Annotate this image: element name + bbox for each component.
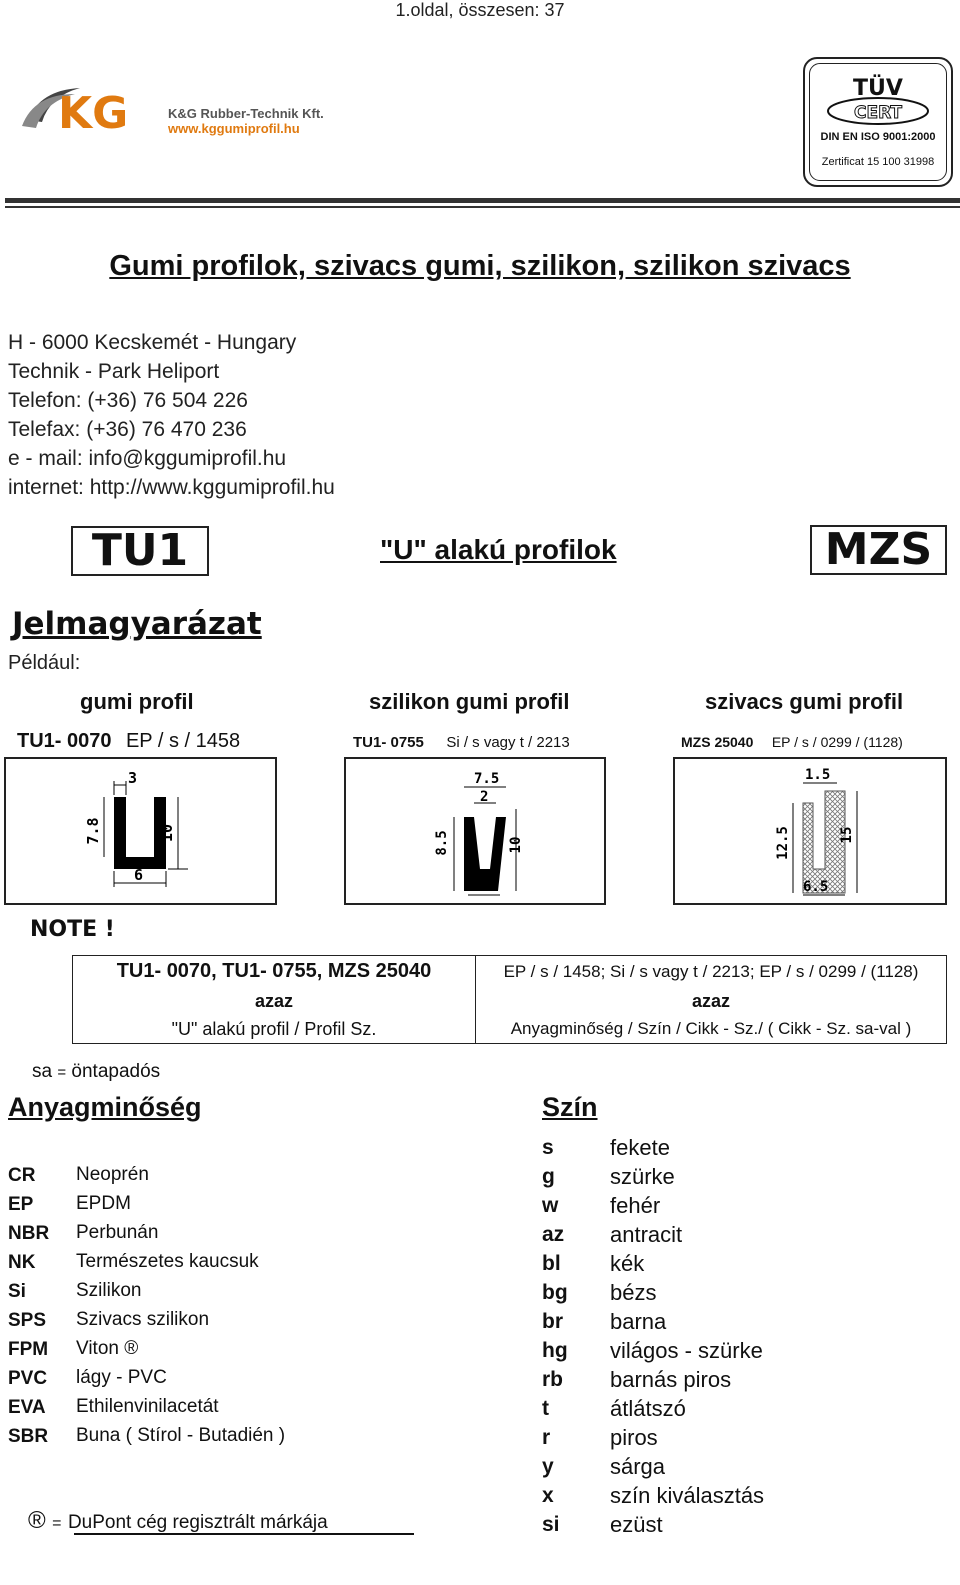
page-number: 1.oldal, összesen: 37 [395, 0, 565, 20]
materials-title: Anyagminőség [8, 1092, 202, 1122]
example-spec: EP / s / 0299 / (1128) [771, 734, 903, 750]
dim-label: 7.8 [84, 817, 102, 845]
example-code-line [353, 734, 570, 752]
color-name: átlátszó [610, 1396, 686, 1421]
note-codes: TU1- 0070, TU1- 0755, MZS 25040 [116, 960, 432, 982]
color-name: világos - szürke [610, 1338, 763, 1363]
profile-drawing-box [4, 757, 277, 905]
material-code: SBR [8, 1426, 49, 1447]
dim-label: 6.5 [803, 879, 829, 895]
note-right-box [475, 955, 947, 1044]
material-name: lágy - PVC [76, 1367, 167, 1388]
material-name: Viton ® [76, 1338, 139, 1359]
color-code: s [542, 1136, 554, 1159]
color-code: y [542, 1455, 554, 1478]
material-code: PVC [8, 1368, 48, 1389]
material-name: Természetes kaucsuk [76, 1251, 259, 1272]
footnote-underline [74, 1533, 414, 1535]
section-subtitle: "U" alakú profilok [380, 534, 617, 565]
example-code: TU1- 0755 [353, 734, 424, 751]
material-name: Buna ( Stírol - Butadién ) [76, 1425, 286, 1446]
iso-standard: DIN EN ISO 9001:2000 [820, 131, 936, 143]
color-name: bézs [610, 1280, 657, 1305]
note-specs: EP / s / 1458; Si / s vagy t / 2213; EP / s / 0299 / (1128) [503, 962, 919, 981]
color-code: x [542, 1484, 554, 1507]
u-profile-drawing [675, 759, 945, 903]
color-code: g [542, 1165, 555, 1188]
registered-icon: ® [28, 1507, 46, 1534]
sa-text: öntapadós [71, 1061, 161, 1082]
color-name: szín kiválasztás [610, 1483, 765, 1508]
profile-drawing-box [344, 757, 606, 905]
dim-label: 12.5 [775, 826, 791, 860]
material-name: Szilikon [76, 1280, 142, 1301]
profile-drawing-box [673, 757, 947, 905]
note-azaz: azaz [254, 991, 294, 1011]
header-divider [5, 198, 960, 203]
material-name: Ethilenvinilacetát [76, 1396, 219, 1417]
color-code: t [542, 1397, 549, 1420]
color-code: hg [542, 1339, 568, 1362]
color-code: rb [542, 1368, 563, 1391]
color-name: sárga [610, 1454, 666, 1479]
dim-label: 15 [839, 826, 855, 844]
color-name: barnás piros [610, 1367, 732, 1392]
fax-line: Telefax: (+36) 76 470 236 [8, 418, 247, 441]
example-code-line [17, 730, 240, 753]
address-line: Technik - Park Heliport [8, 360, 220, 383]
material-code: CR [8, 1165, 36, 1186]
material-code: NK [8, 1252, 36, 1273]
left-code-box: TU1 [71, 526, 209, 576]
phone-line: Telefon: (+36) 76 504 226 [8, 389, 248, 412]
dim-label: 3 [128, 769, 138, 787]
color-code: si [542, 1513, 560, 1536]
dim-label: 4.5 [474, 875, 500, 891]
right-code-box: MZS [810, 525, 947, 575]
certificate-number: Zertificat 15 100 31998 [821, 156, 935, 168]
footnote [28, 1507, 328, 1535]
kg-logo-icon [20, 82, 170, 142]
svg-text:TÜV: TÜV [853, 76, 903, 101]
colors-title: Szín [542, 1092, 598, 1122]
color-code: az [542, 1223, 565, 1246]
dim-label: 6 [134, 866, 144, 884]
example-title: szilikon gumi profil [369, 689, 570, 714]
note-meaning: Anyagminőség / Szín / Cikk - Sz./ ( Cikk - Sz. sa-val ) [510, 1019, 912, 1038]
website-line: internet: http://www.kggumiprofil.hu [8, 476, 335, 499]
note-azaz: azaz [691, 991, 731, 1011]
sa-eq: = [57, 1064, 67, 1081]
color-name: piros [610, 1425, 658, 1450]
example-code-line [681, 734, 903, 752]
legend-title: Jelmagyarázat [12, 606, 262, 642]
note-label: NOTE ! [30, 917, 115, 942]
color-code: br [542, 1310, 563, 1333]
color-code: w [542, 1194, 559, 1217]
color-code: bg [542, 1281, 568, 1304]
sa-note [32, 1061, 160, 1083]
material-name: Szivacs szilikon [76, 1309, 210, 1330]
address-line: H - 6000 Kecskemét - Hungary [8, 331, 297, 354]
material-name: EPDM [76, 1193, 131, 1214]
color-name: szürke [610, 1164, 675, 1189]
note-left-box [72, 955, 476, 1044]
color-code: bl [542, 1252, 561, 1275]
svg-text:KG: KG [58, 88, 129, 139]
color-name: fekete [610, 1135, 670, 1160]
dim-label: 8.5 [434, 830, 450, 856]
dim-label: 10 [508, 836, 524, 854]
example-label: Például: [8, 652, 81, 674]
logo-company-name: K&G Rubber-Technik Kft. [168, 106, 324, 121]
example-title: gumi profil [80, 689, 194, 714]
footnote-text: DuPont cég regisztrált márkája [67, 1512, 328, 1533]
material-name: Perbunán [76, 1222, 159, 1243]
color-name: kék [610, 1251, 645, 1276]
u-profile-drawing [346, 759, 604, 903]
dim-label: 1.5 [805, 767, 831, 783]
example-code: TU1- 0070 [17, 730, 112, 752]
sa-code: sa [32, 1061, 53, 1082]
example-title: szivacs gumi profil [705, 689, 904, 714]
material-code: EP [8, 1194, 34, 1215]
example-code: MZS 25040 [681, 734, 754, 750]
tuv-cert-icon [823, 71, 933, 127]
header-divider-thin [5, 206, 960, 208]
material-code: SPS [8, 1310, 47, 1331]
color-name: antracit [610, 1222, 683, 1247]
note-meaning: "U" alakú profil / Profil Sz. [171, 1019, 377, 1039]
dim-label: 7.5 [474, 771, 500, 787]
color-code: r [542, 1426, 551, 1449]
dim-label: 10 [158, 823, 176, 843]
material-code: EVA [8, 1397, 46, 1418]
u-profile-drawing [6, 759, 275, 903]
material-code: FPM [8, 1339, 49, 1360]
dim-label: 2 [480, 789, 489, 805]
material-code: Si [8, 1281, 26, 1302]
color-name: fehér [610, 1193, 661, 1218]
material-code: NBR [8, 1223, 50, 1244]
example-spec: Si / s vagy t / 2213 [446, 734, 570, 751]
example-spec: EP / s / 1458 [125, 730, 241, 752]
logo-url: www.kggumiprofil.hu [168, 121, 300, 136]
tuv-certificate [803, 57, 953, 187]
color-name: ezüst [610, 1512, 663, 1537]
email-line: e - mail: info@kggumiprofil.hu [8, 447, 287, 470]
footnote-eq: = [52, 1515, 62, 1532]
material-name: Neoprén [76, 1164, 149, 1185]
main-title: Gumi profilok, szivacs gumi, szilikon, szilikon szivacs [109, 250, 851, 282]
color-name: barna [610, 1309, 667, 1334]
svg-text:CERT: CERT [853, 103, 903, 123]
